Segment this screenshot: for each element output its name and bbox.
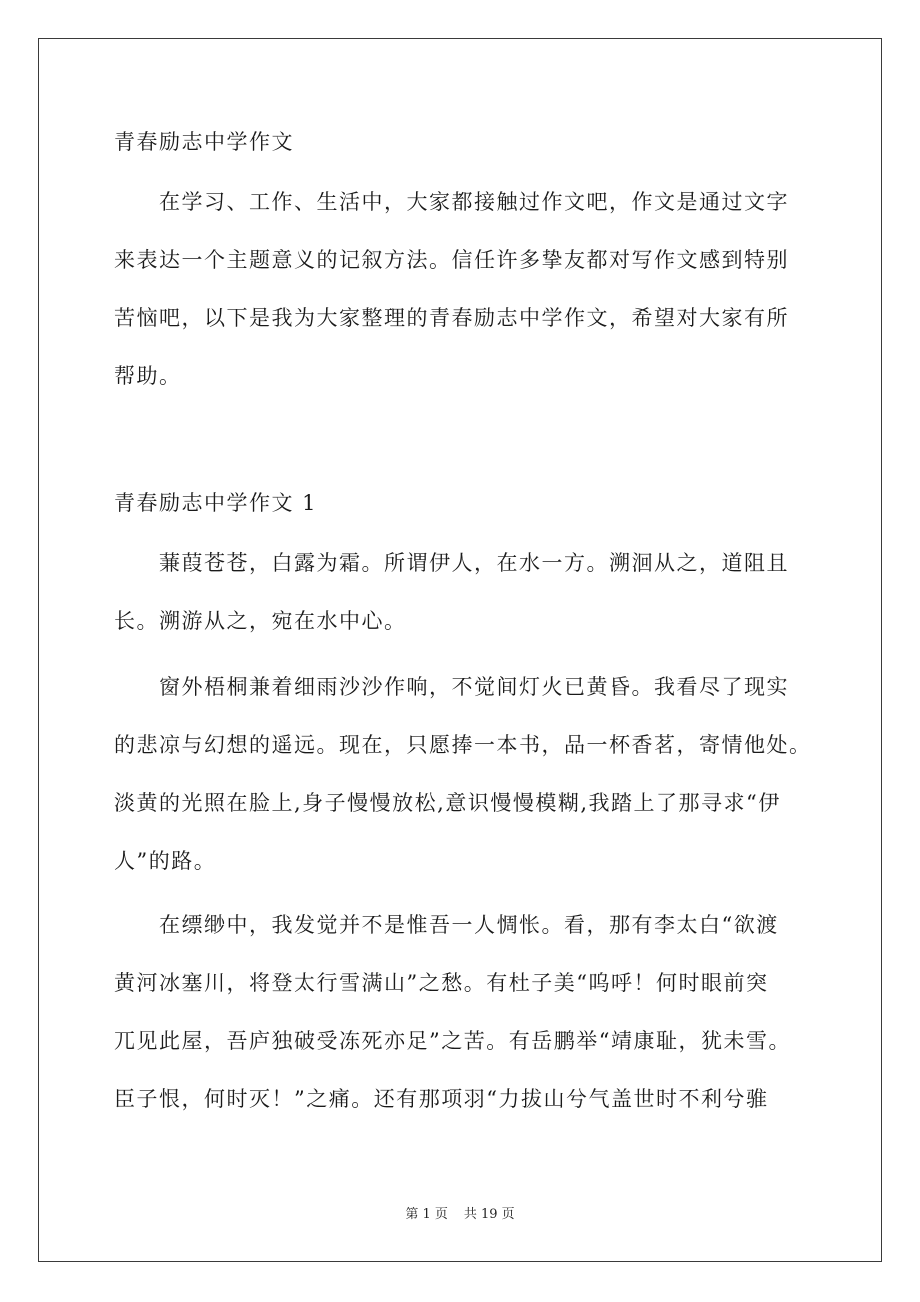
- paragraph2-line-3: 淡黄的光照在脸上,身子慢慢放松,意识慢慢模糊,我踏上了那寻求“伊: [114, 791, 781, 815]
- paragraph2-line-4: 人”的路。: [114, 849, 217, 873]
- paragraph3-line-4: 臣子恨，何时灭！”之痛。还有那项羽“力拔山兮气盖世时不利兮骓: [114, 1087, 769, 1111]
- paragraph3-line-3: 兀见此屋，吾庐独破受冻死亦足”之苦。有岳鹏举“靖康耻，犹未雪。: [114, 1029, 791, 1053]
- document-title: 青春励志中学作文: [114, 130, 294, 154]
- paragraph1-line-1: 蒹葭苍苍，白露为霜。所谓伊人，在水一方。溯洄从之，道阻且: [159, 551, 789, 575]
- paragraph2-line-2: 的悲凉与幻想的遥远。现在，只愿捧一本书，品一杯香茗，寄情他处。: [114, 733, 812, 757]
- page-border: [38, 38, 882, 1262]
- paragraph3-line-2: 黄河冰塞川，将登太行雪满山”之愁。有杜子美“呜呼！何时眼前突: [114, 971, 769, 995]
- paragraph2-line-1: 窗外梧桐兼着细雨沙沙作响，不觉间灯火已黄昏。我看尽了现实: [159, 675, 789, 699]
- page-total: 共 19 页: [463, 1207, 515, 1222]
- intro-line-4: 帮助。: [114, 364, 182, 388]
- page-number: 第 1 页: [405, 1207, 448, 1222]
- paragraph1-line-2: 长。溯游从之，宛在水中心。: [114, 609, 407, 633]
- page-footer: [0, 1205, 920, 1225]
- intro-line-2: 来表达一个主题意义的记叙方法。信任许多挚友都对写作文感到特别: [114, 248, 789, 272]
- paragraph3-line-1: 在缥缈中，我发觉并不是惟吾一人惆怅。看，那有李太白“欲渡: [159, 913, 779, 937]
- section-heading: 青春励志中学作文 1: [114, 491, 318, 515]
- intro-line-3: 苦恼吧，以下是我为大家整理的青春励志中学作文，希望对大家有所: [114, 306, 789, 330]
- intro-line-1: 在学习、工作、生活中，大家都接触过作文吧，作文是通过文字: [159, 190, 789, 214]
